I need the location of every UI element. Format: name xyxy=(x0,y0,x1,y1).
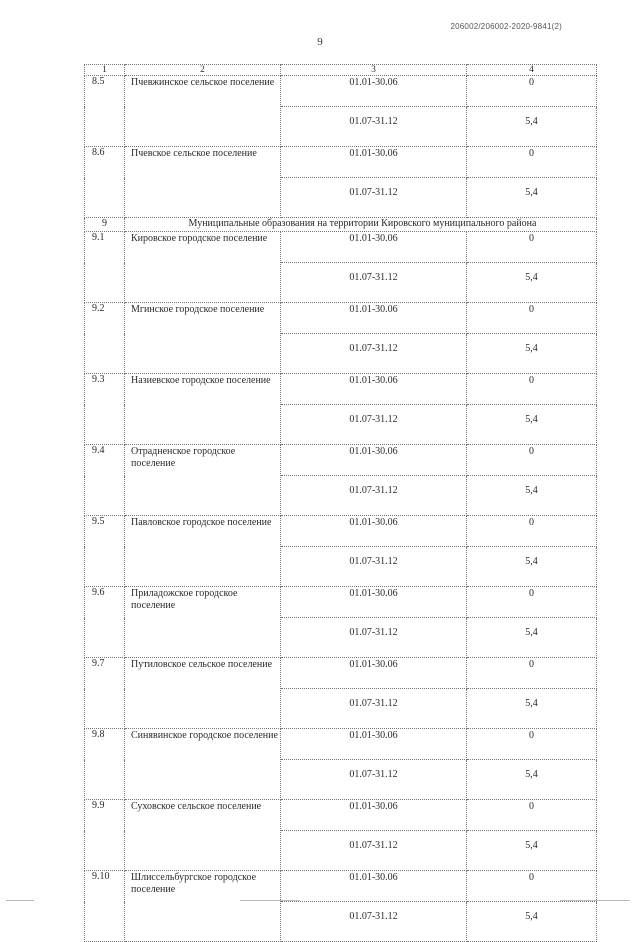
period-cell: 01.07-31.12 xyxy=(281,547,467,587)
municipality-name: Суховское сельское поселение xyxy=(125,800,281,871)
municipality-name: Назиевское городское поселение xyxy=(125,374,281,445)
period-cell: 01.07-31.12 xyxy=(281,476,467,516)
value-cell: 5,4 xyxy=(467,618,597,658)
row-number: 9.4 xyxy=(85,445,125,516)
header-cell: 2 xyxy=(125,65,281,76)
table-row xyxy=(85,516,597,547)
row-number: 9.6 xyxy=(85,587,125,658)
municipality-name: Отрадненское городское поселение xyxy=(125,445,281,516)
period-cell: 01.01-30.06 xyxy=(281,232,467,263)
table-body xyxy=(85,65,597,942)
period-cell: 01.07-31.12 xyxy=(281,902,467,942)
period-cell: 01.07-31.12 xyxy=(281,831,467,871)
period-cell: 01.01-30.06 xyxy=(281,303,467,334)
table-header-row xyxy=(85,65,597,76)
value-cell: 5,4 xyxy=(467,405,597,445)
table-row xyxy=(85,445,597,476)
row-number: 9.5 xyxy=(85,516,125,587)
table-row xyxy=(85,587,597,618)
period-cell: 01.01-30.06 xyxy=(281,374,467,405)
period-cell: 01.01-30.06 xyxy=(281,658,467,689)
period-cell: 01.01-30.06 xyxy=(281,871,467,902)
period-cell: 01.01-30.06 xyxy=(281,76,467,107)
municipality-name: Синявинское городское поселение xyxy=(125,729,281,800)
value-cell: 5,4 xyxy=(467,178,597,218)
value-cell: 5,4 xyxy=(467,689,597,729)
municipality-name: Мгинское городское поселение xyxy=(125,303,281,374)
value-cell: 5,4 xyxy=(467,334,597,374)
municipality-name: Шлиссельбургское городское поселение xyxy=(125,871,281,942)
value-cell: 0 xyxy=(467,445,597,476)
period-cell: 01.01-30.06 xyxy=(281,516,467,547)
row-number: 9.3 xyxy=(85,374,125,445)
table-row xyxy=(85,232,597,263)
row-number: 8.5 xyxy=(85,76,125,147)
municipality-name: Путиловское сельское поселение xyxy=(125,658,281,729)
period-cell: 01.07-31.12 xyxy=(281,334,467,374)
section-number: 9 xyxy=(85,218,125,232)
section-row xyxy=(85,218,597,232)
value-cell: 5,4 xyxy=(467,107,597,147)
value-cell: 5,4 xyxy=(467,902,597,942)
value-cell: 0 xyxy=(467,232,597,263)
table-row xyxy=(85,729,597,760)
period-cell: 01.07-31.12 xyxy=(281,178,467,218)
value-cell: 5,4 xyxy=(467,760,597,800)
value-cell: 0 xyxy=(467,303,597,334)
municipality-name: Пчевское сельское поселение xyxy=(125,147,281,218)
value-cell: 0 xyxy=(467,374,597,405)
scan-artifact xyxy=(560,900,630,901)
document-id: 206002/206002-2020-9841(2) xyxy=(450,22,562,31)
table-row xyxy=(85,374,597,405)
header-cell: 4 xyxy=(467,65,597,76)
period-cell: 01.07-31.12 xyxy=(281,107,467,147)
municipality-name: Пчевжинское сельское поселение xyxy=(125,76,281,147)
table-row xyxy=(85,147,597,178)
period-cell: 01.07-31.12 xyxy=(281,263,467,303)
row-number: 9.10 xyxy=(85,871,125,942)
scan-artifact xyxy=(240,900,300,901)
table-row xyxy=(85,871,597,902)
row-number: 9.8 xyxy=(85,729,125,800)
row-number: 9.7 xyxy=(85,658,125,729)
value-cell: 5,4 xyxy=(467,476,597,516)
period-cell: 01.01-30.06 xyxy=(281,800,467,831)
scan-artifact xyxy=(6,900,34,901)
value-cell: 0 xyxy=(467,147,597,178)
value-cell: 0 xyxy=(467,800,597,831)
value-cell: 0 xyxy=(467,871,597,902)
table-row xyxy=(85,658,597,689)
value-cell: 0 xyxy=(467,516,597,547)
row-number: 9.1 xyxy=(85,232,125,303)
tariff-table xyxy=(84,64,597,942)
municipality-name: Павловское городское поселение xyxy=(125,516,281,587)
period-cell: 01.01-30.06 xyxy=(281,445,467,476)
period-cell: 01.01-30.06 xyxy=(281,587,467,618)
value-cell: 5,4 xyxy=(467,831,597,871)
value-cell: 0 xyxy=(467,76,597,107)
table-row xyxy=(85,800,597,831)
period-cell: 01.07-31.12 xyxy=(281,760,467,800)
page-number: 9 xyxy=(317,36,323,48)
table-row xyxy=(85,303,597,334)
section-title: Муниципальные образования на территории Кировского муниципального района xyxy=(125,218,597,232)
value-cell: 5,4 xyxy=(467,263,597,303)
row-number: 9.9 xyxy=(85,800,125,871)
value-cell: 0 xyxy=(467,658,597,689)
municipality-name: Приладожское городское поселение xyxy=(125,587,281,658)
table-row xyxy=(85,76,597,107)
value-cell: 0 xyxy=(467,587,597,618)
row-number: 8.6 xyxy=(85,147,125,218)
header-cell: 3 xyxy=(281,65,467,76)
period-cell: 01.01-30.06 xyxy=(281,729,467,760)
period-cell: 01.01-30.06 xyxy=(281,147,467,178)
period-cell: 01.07-31.12 xyxy=(281,618,467,658)
row-number: 9.2 xyxy=(85,303,125,374)
value-cell: 5,4 xyxy=(467,547,597,587)
value-cell: 0 xyxy=(467,729,597,760)
period-cell: 01.07-31.12 xyxy=(281,689,467,729)
header-cell: 1 xyxy=(85,65,125,76)
period-cell: 01.07-31.12 xyxy=(281,405,467,445)
municipality-name: Кировское городское поселение xyxy=(125,232,281,303)
